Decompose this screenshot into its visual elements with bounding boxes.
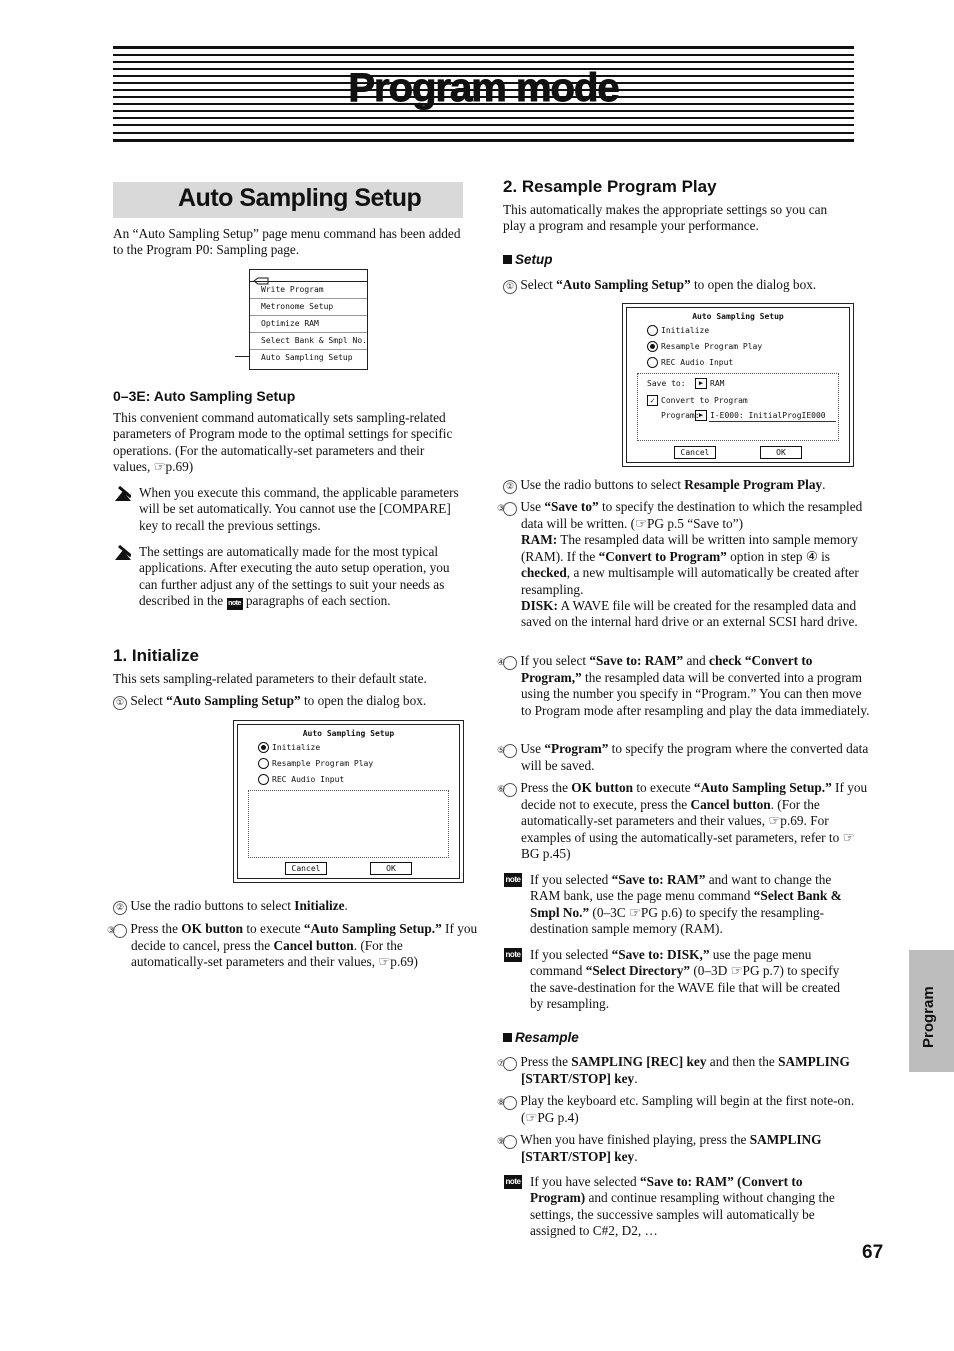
resample-step-5: ⑤ Use “Program” to specify the program where the converted data will be saved.	[496, 741, 869, 773]
program-select[interactable]: ▶ I-E000: InitialProgIE000	[695, 410, 826, 421]
init-step-3: ③ Press the OK button to execute “Auto Sampling Setup.” If you decide to cancel, press the Cancel button. (For the automatically-set parameters and their values, ☞p.69)	[106, 921, 478, 970]
section-title: Auto Sampling Setup	[178, 184, 422, 212]
resample-step-7: ⑦ Press the SAMPLING [REC] key and then the SAMPLING [START/STOP] key.	[496, 1054, 850, 1086]
section-banner	[113, 182, 463, 218]
step-marker: ④	[503, 656, 517, 670]
resample-step-6: ⑥ Press the OK button to execute “Auto Sampling Setup.” If you decide not to execute, press the Cancel button. (For the automatically-set parameters and their values, ☞p.69. For examples of using the automatically-set parameters, refer to ☞BG p.45)	[496, 780, 868, 862]
resample-step-3: ③ Use “Save to” to specify the destination to which the resampled data will be written. (☞PG p.5 “Save to”) RAM: The resampled data will be written into sample memory (RAM). If the “Convert to Program” option in step ④ is checked, a new multisample will automatically be created after resampling. DISK: A WAVE file will be created for the resampled data and saved on the internal hard drive or an external SCSI hard drive.	[496, 499, 863, 630]
cancel-button[interactable]: Cancel	[285, 862, 327, 875]
heading-initialize: 1. Initialize	[113, 646, 199, 665]
warning-text-1: When you execute this command, the applicable parameters will be set automatically. You cannot use the [COMPARE] key to recall the previous settings.	[139, 485, 459, 533]
body-03e: This convenient command automatically sets sampling-related parameters of Program mode to the optimal settings for specific operations. (For the automatically-set parameters and their values, ☞p.69)	[113, 410, 453, 475]
step-marker: ⑨	[503, 1135, 517, 1149]
step-marker: ⑧	[503, 1096, 517, 1110]
step-marker: ②	[113, 901, 127, 915]
dialog-title: Auto Sampling Setup	[692, 312, 784, 321]
cancel-button[interactable]: Cancel	[674, 446, 716, 459]
save-to-label: Save to:	[647, 379, 686, 388]
note-icon: note	[504, 873, 522, 887]
menu-item-auto-sampling[interactable]: Auto Sampling Setup	[261, 353, 353, 362]
step-marker: ⑦	[503, 1057, 517, 1071]
subheading-setup: Setup	[503, 252, 553, 267]
menu-item[interactable]: Select Bank & Smpl No.	[261, 336, 367, 345]
intro-text: An “Auto Sampling Setup” page menu command has been added to the Program P0: Sampling page.	[113, 226, 461, 258]
square-bullet-icon	[503, 1033, 512, 1042]
resample-step-4: ④ If you select “Save to: RAM” and check “Convert to Program,” the resampled data will be converted into a program using the number you specify in “Program.” You can then move to Program mode after resampling and play the data immediately.	[496, 653, 870, 718]
page-number: 67	[862, 1242, 884, 1263]
menu-item[interactable]: Optimize RAM	[261, 319, 319, 328]
dialog-resample	[622, 303, 854, 467]
page-title: Program mode	[348, 66, 619, 110]
warning-icon	[113, 484, 131, 507]
warning-text-2: The settings are automatically made for the most typical applications. After executing the auto setup operation, you can further adjust any of the settings to suit your needs as described in the note paragraphs of each section.	[139, 544, 450, 609]
checkmark-icon: ✓	[647, 395, 658, 406]
heading-resample: 2. Resample Program Play	[503, 177, 717, 196]
save-to-select[interactable]: ▶ RAM	[695, 378, 724, 389]
resample-step-8: ⑧ Play the keyboard etc. Sampling will begin at the first note-on. (☞PG p.4)	[496, 1093, 855, 1125]
radio-initialize[interactable]: Initialize	[647, 325, 709, 336]
menu-item[interactable]: Metronome Setup	[261, 302, 334, 311]
warning-icon	[113, 543, 131, 566]
step-marker: ⑤	[503, 744, 517, 758]
subheading-03e: 0–3E: Auto Sampling Setup	[113, 388, 296, 404]
resample-desc: This automatically makes the appropriate settings so you can play a program and resample your performance.	[503, 202, 828, 234]
menu-icon	[253, 272, 269, 280]
square-bullet-icon	[503, 255, 512, 264]
step-marker: ①	[113, 696, 127, 710]
init-step-1: ① Select “Auto Sampling Setup” to open the dialog box.	[113, 693, 463, 710]
radio-rec-audio-input[interactable]: REC Audio Input	[258, 774, 344, 785]
note-icon: note	[504, 948, 522, 962]
menu-item[interactable]: Write Program	[261, 285, 324, 294]
step-marker: ⑥	[503, 783, 517, 797]
step-marker: ③	[503, 502, 517, 516]
radio-initialize[interactable]: Initialize	[258, 742, 320, 753]
dialog-title: Auto Sampling Setup	[302, 729, 395, 738]
ok-button[interactable]: OK	[760, 446, 802, 459]
initialize-desc: This sets sampling-related parameters to their default state.	[113, 671, 427, 686]
note-3: If you have selected “Save to: RAM” (Convert to Program) and continue resampling without changing the settings, the successive samples will automatically be assigned to C#2, D2, …	[530, 1174, 835, 1239]
init-step-2: ② Use the radio buttons to select Initialize.	[113, 898, 463, 915]
radio-resample-program-play[interactable]: Resample Program Play	[647, 341, 762, 352]
resample-step-1: ① Select “Auto Sampling Setup” to open the dialog box.	[503, 277, 853, 294]
dialog-initialize	[233, 720, 464, 883]
step-marker: ②	[503, 480, 517, 494]
side-tab-program	[909, 950, 954, 1072]
note-icon: note	[504, 1175, 522, 1189]
menu-screenshot	[249, 269, 368, 370]
side-tab-label: Program	[920, 986, 937, 1048]
popup-arrow-icon: ▶	[695, 410, 707, 421]
options-panel	[248, 790, 449, 858]
radio-resample-program-play[interactable]: Resample Program Play	[258, 758, 373, 769]
note-icon: note	[227, 598, 243, 610]
program-label: Program:	[661, 411, 700, 420]
popup-arrow-icon: ▶	[695, 378, 707, 389]
step-marker: ③	[113, 924, 127, 938]
step-marker: ①	[503, 280, 517, 294]
resample-step-9: ⑨ When you have finished playing, press the SAMPLING [START/STOP] key.	[496, 1132, 822, 1164]
menu-pointer-line	[235, 356, 250, 357]
note-2: If you selected “Save to: DISK,” use the page menu command “Select Directory” (0–3D ☞PG p.7) to specify the save-destination for the WAVE file that will be created by resampling.	[530, 947, 841, 1012]
resample-step-2: ② Use the radio buttons to select Resample Program Play.	[503, 477, 853, 494]
note-1: If you selected “Save to: RAM” and want to change the RAM bank, use the page menu command “Select Bank & Smpl No.” (0–3C ☞PG p.6) to specify the resampling-destination sample memory (RAM).	[530, 872, 842, 937]
ok-button[interactable]: OK	[370, 862, 412, 875]
radio-rec-audio-input[interactable]: REC Audio Input	[647, 357, 733, 368]
subheading-resample: Resample	[503, 1030, 579, 1045]
convert-to-program-checkbox[interactable]: ✓ Convert to Program	[647, 395, 748, 406]
